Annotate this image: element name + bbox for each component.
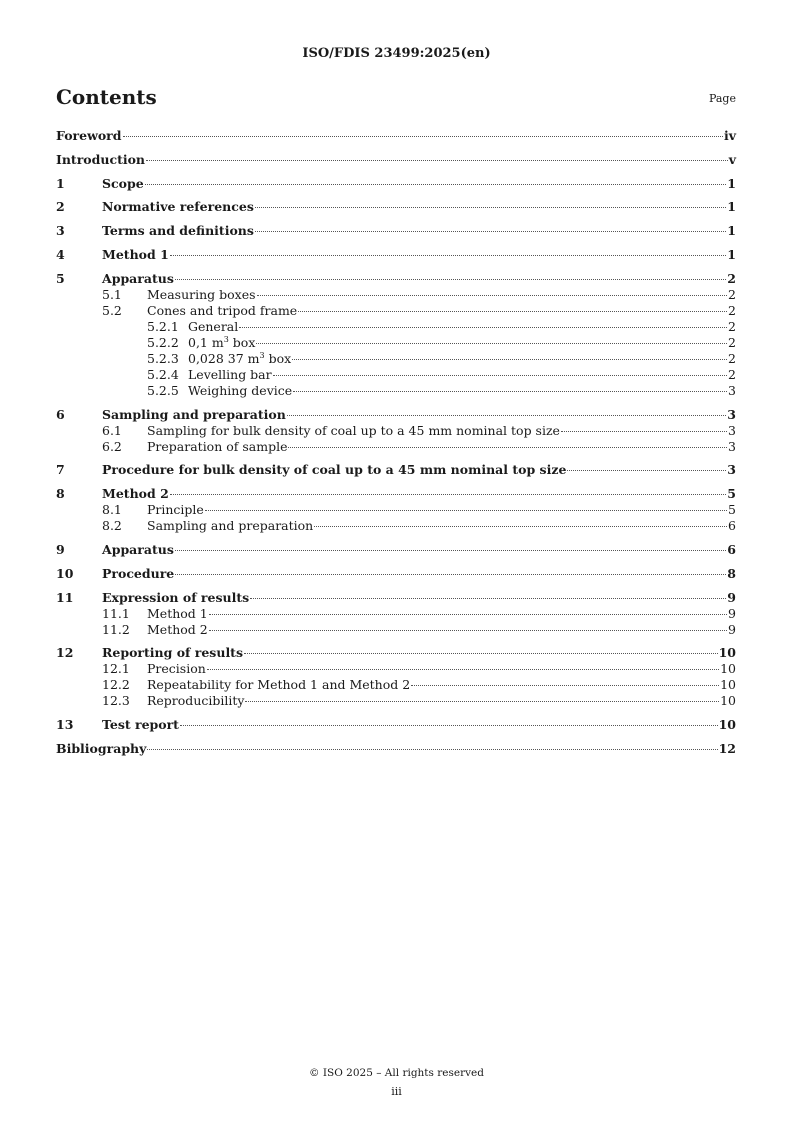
toc-entry-page: 10 [720,677,736,693]
toc-entry-page: 10 [718,645,736,661]
table-of-contents [56,128,736,757]
toc-entry-number: 5.2.4 [147,366,179,382]
dot-leader [257,295,728,296]
toc-entry-number: 7 [56,462,65,478]
toc-entry-title: Preparation of sample [147,438,288,454]
toc-entry-title: Precision [147,661,206,677]
dot-leader [209,614,727,615]
toc-entry-page: 1 [727,223,736,239]
dot-leader [180,725,718,726]
toc-entry-page: 3 [728,382,736,398]
dot-leader [255,231,726,232]
toc-entry-number: 5.2.3 [147,350,179,366]
toc-entry[interactable] [56,303,736,319]
dot-leader [175,279,726,280]
superscript: 3 [259,350,265,360]
dot-leader [175,550,726,551]
toc-entry-number: 11.2 [102,621,130,637]
toc-entry-page: 1 [727,246,736,262]
toc-entry-page: 5 [728,502,736,518]
toc-entry-title: Principle [147,502,204,518]
dot-leader [123,136,723,137]
dot-leader [244,653,718,654]
toc-entry-page: 2 [728,366,736,382]
toc-entry-page: 2 [728,318,736,334]
toc-entry-number: 4 [56,246,65,262]
toc-entry[interactable] [56,693,736,709]
toc-entry-title: Sampling and preparation [102,406,286,422]
toc-entry-number: 8.2 [102,518,122,534]
toc-entry[interactable] [56,407,736,423]
dot-leader [239,327,727,328]
toc-entry-title: Measuring boxes [147,286,256,302]
toc-entry-page: 2 [728,350,736,366]
toc-entry-title: Levelling bar [188,366,272,382]
dot-leader [245,701,719,702]
toc-entry-page: 10 [720,693,736,709]
dot-leader [293,391,727,392]
document-id-header: ISO/FDIS 23499:2025(en) [302,46,491,61]
dot-leader [147,749,717,750]
toc-entry-title: Reproducibility [147,693,245,709]
dot-leader [273,375,727,376]
toc-entry[interactable] [56,486,736,502]
toc-entry-number: 5.1 [102,286,122,302]
toc-entry-number: 10 [56,565,74,581]
toc-entry[interactable] [56,439,736,455]
toc-entry[interactable] [56,518,736,534]
toc-entry[interactable] [56,502,736,518]
toc-entry[interactable] [56,677,736,693]
toc-entry[interactable] [56,271,736,287]
toc-entry-number: 8 [56,486,65,502]
toc-entry-number: 3 [56,223,65,239]
toc-entry-title: Foreword [56,128,122,143]
toc-entry[interactable] [56,287,736,303]
toc-entry-number: 1 [56,175,65,191]
toc-entry-title: 0,1 $m^3$ box [188,334,256,350]
toc-entry-title: Introduction [56,151,146,167]
toc-entry[interactable] [56,199,736,215]
toc-entry[interactable] [56,462,736,478]
toc-entry-page: 12 [718,740,736,756]
toc-entry-page: 6 [728,518,736,534]
toc-entry-page: 9 [728,621,736,637]
toc-entry-page: 2 [727,270,736,286]
dot-leader [314,526,727,527]
toc-entry-number: 13 [56,717,74,733]
toc-entry[interactable] [56,423,736,439]
dot-leader [298,311,727,312]
toc-entry-title: Expression of results [102,589,250,605]
toc-entry-page: 1 [727,175,736,191]
toc-entry-number: 12.2 [102,677,130,693]
toc-entry-number: 11 [56,589,74,605]
dot-leader [256,343,727,344]
dot-leader [567,470,726,471]
toc-entry-title: Method 2 [102,486,169,502]
dot-leader [411,685,719,686]
toc-entry-title: Sampling and preparation [147,518,314,534]
toc-entry[interactable] [56,351,736,367]
toc-entry-title: Procedure for bulk density of coal up to a 45 mm nominal top size [102,462,567,478]
toc-entry[interactable] [56,645,736,661]
toc-entry-number: 5.2.2 [147,334,179,350]
contents-title: Contents [56,85,157,109]
page-column-label: Page [708,92,736,105]
toc-entry-number: 9 [56,541,65,557]
dot-leader [288,447,727,448]
toc-entry[interactable] [56,152,736,168]
toc-entry-page: 9 [727,589,736,605]
toc-entry-title: Method 1 [147,605,208,621]
dot-leader [170,494,727,495]
toc-entry-title: General [188,318,239,334]
toc-entry-title: Scope [102,175,144,191]
dot-leader [209,630,727,631]
toc-entry[interactable] [56,176,736,192]
toc-entry-title: Repeatability for Method 1 and Method 2 [147,677,411,693]
toc-entry-title: Test report [102,717,179,733]
superscript: 3 [223,334,229,344]
dot-leader [146,160,728,161]
toc-entry-page: 10 [718,717,736,733]
dot-leader [287,415,726,416]
toc-entry-title: Procedure [102,565,175,581]
toc-entry-number: 12.3 [102,693,130,709]
toc-entry-title: Apparatus [102,541,174,557]
toc-entry[interactable] [56,622,736,638]
toc-entry-title: 0,028 37 $m^3$ box [188,350,292,366]
toc-entry[interactable] [56,566,736,582]
toc-entry-page: 1 [727,199,736,215]
toc-entry-page: 8 [727,565,736,581]
toc-entry-title: Cones and tripod frame [147,302,298,318]
toc-entry-number: 12.1 [102,661,130,677]
toc-entry-title: Bibliography [56,740,147,756]
toc-entry[interactable] [56,319,736,335]
toc-entry-number: 8.1 [102,502,122,518]
dot-leader [145,184,727,185]
toc-entry-number: 5 [56,270,65,286]
toc-entry-number: 6 [56,406,65,422]
toc-entry-page: 10 [720,661,736,677]
toc-entry[interactable] [56,128,736,144]
toc-entry-number: 6.2 [102,438,122,454]
toc-entry[interactable] [56,223,736,239]
toc-entry[interactable] [56,335,736,351]
toc-entry-number: 5.2.5 [147,382,179,398]
toc-entry-page: 3 [728,438,736,454]
toc-entry-title: Normative references [102,199,254,215]
toc-entry[interactable] [56,247,736,263]
copyright-notice: © ISO 2025 – All rights reserved [309,1067,484,1079]
toc-entry-number: 5.2 [102,302,122,318]
dot-leader [250,598,726,599]
toc-entry-page: 5 [727,486,736,502]
dot-leader [170,255,727,256]
dot-leader [292,359,727,360]
toc-entry[interactable] [56,383,736,399]
toc-entry-page: 9 [728,605,736,621]
dot-leader [205,510,727,511]
toc-entry-title: Method 2 [147,621,208,637]
toc-entry[interactable] [56,741,736,757]
toc-entry[interactable] [56,717,736,733]
toc-entry-page: 3 [728,422,736,438]
toc-entry-number: 5.2.1 [147,318,179,334]
toc-entry-title: Weighing device [188,382,293,398]
toc-entry-number: 6.1 [102,422,122,438]
toc-entry-title: Terms and definitions [102,223,254,239]
dot-leader [561,431,727,432]
toc-entry-number: 2 [56,199,65,215]
toc-entry-title: Reporting of results [102,645,243,661]
toc-entry-page: 3 [727,462,736,478]
toc-entry[interactable] [56,606,736,622]
toc-entry[interactable] [56,367,736,383]
toc-entry-title: Sampling for bulk density of coal up to a 45 mm nominal top size [147,422,560,438]
toc-entry-page: 2 [728,302,736,318]
page-number: iii [391,1085,402,1098]
toc-entry-number: 12 [56,645,74,661]
toc-entry[interactable] [56,542,736,558]
toc-entry-number: 11.1 [102,605,130,621]
toc-entry-page: 6 [727,541,736,557]
toc-entry-title: Method 1 [102,246,169,262]
toc-entry-page: iv [723,128,736,143]
toc-entry[interactable] [56,661,736,677]
toc-entry-page: 2 [728,286,736,302]
toc-entry-title: Apparatus [102,270,174,286]
toc-entry[interactable] [56,590,736,606]
dot-leader [175,574,726,575]
toc-entry-page: v [728,151,736,167]
dot-leader [255,207,726,208]
toc-entry-page: 2 [728,334,736,350]
toc-entry-page: 3 [727,406,736,422]
dot-leader [207,669,719,670]
